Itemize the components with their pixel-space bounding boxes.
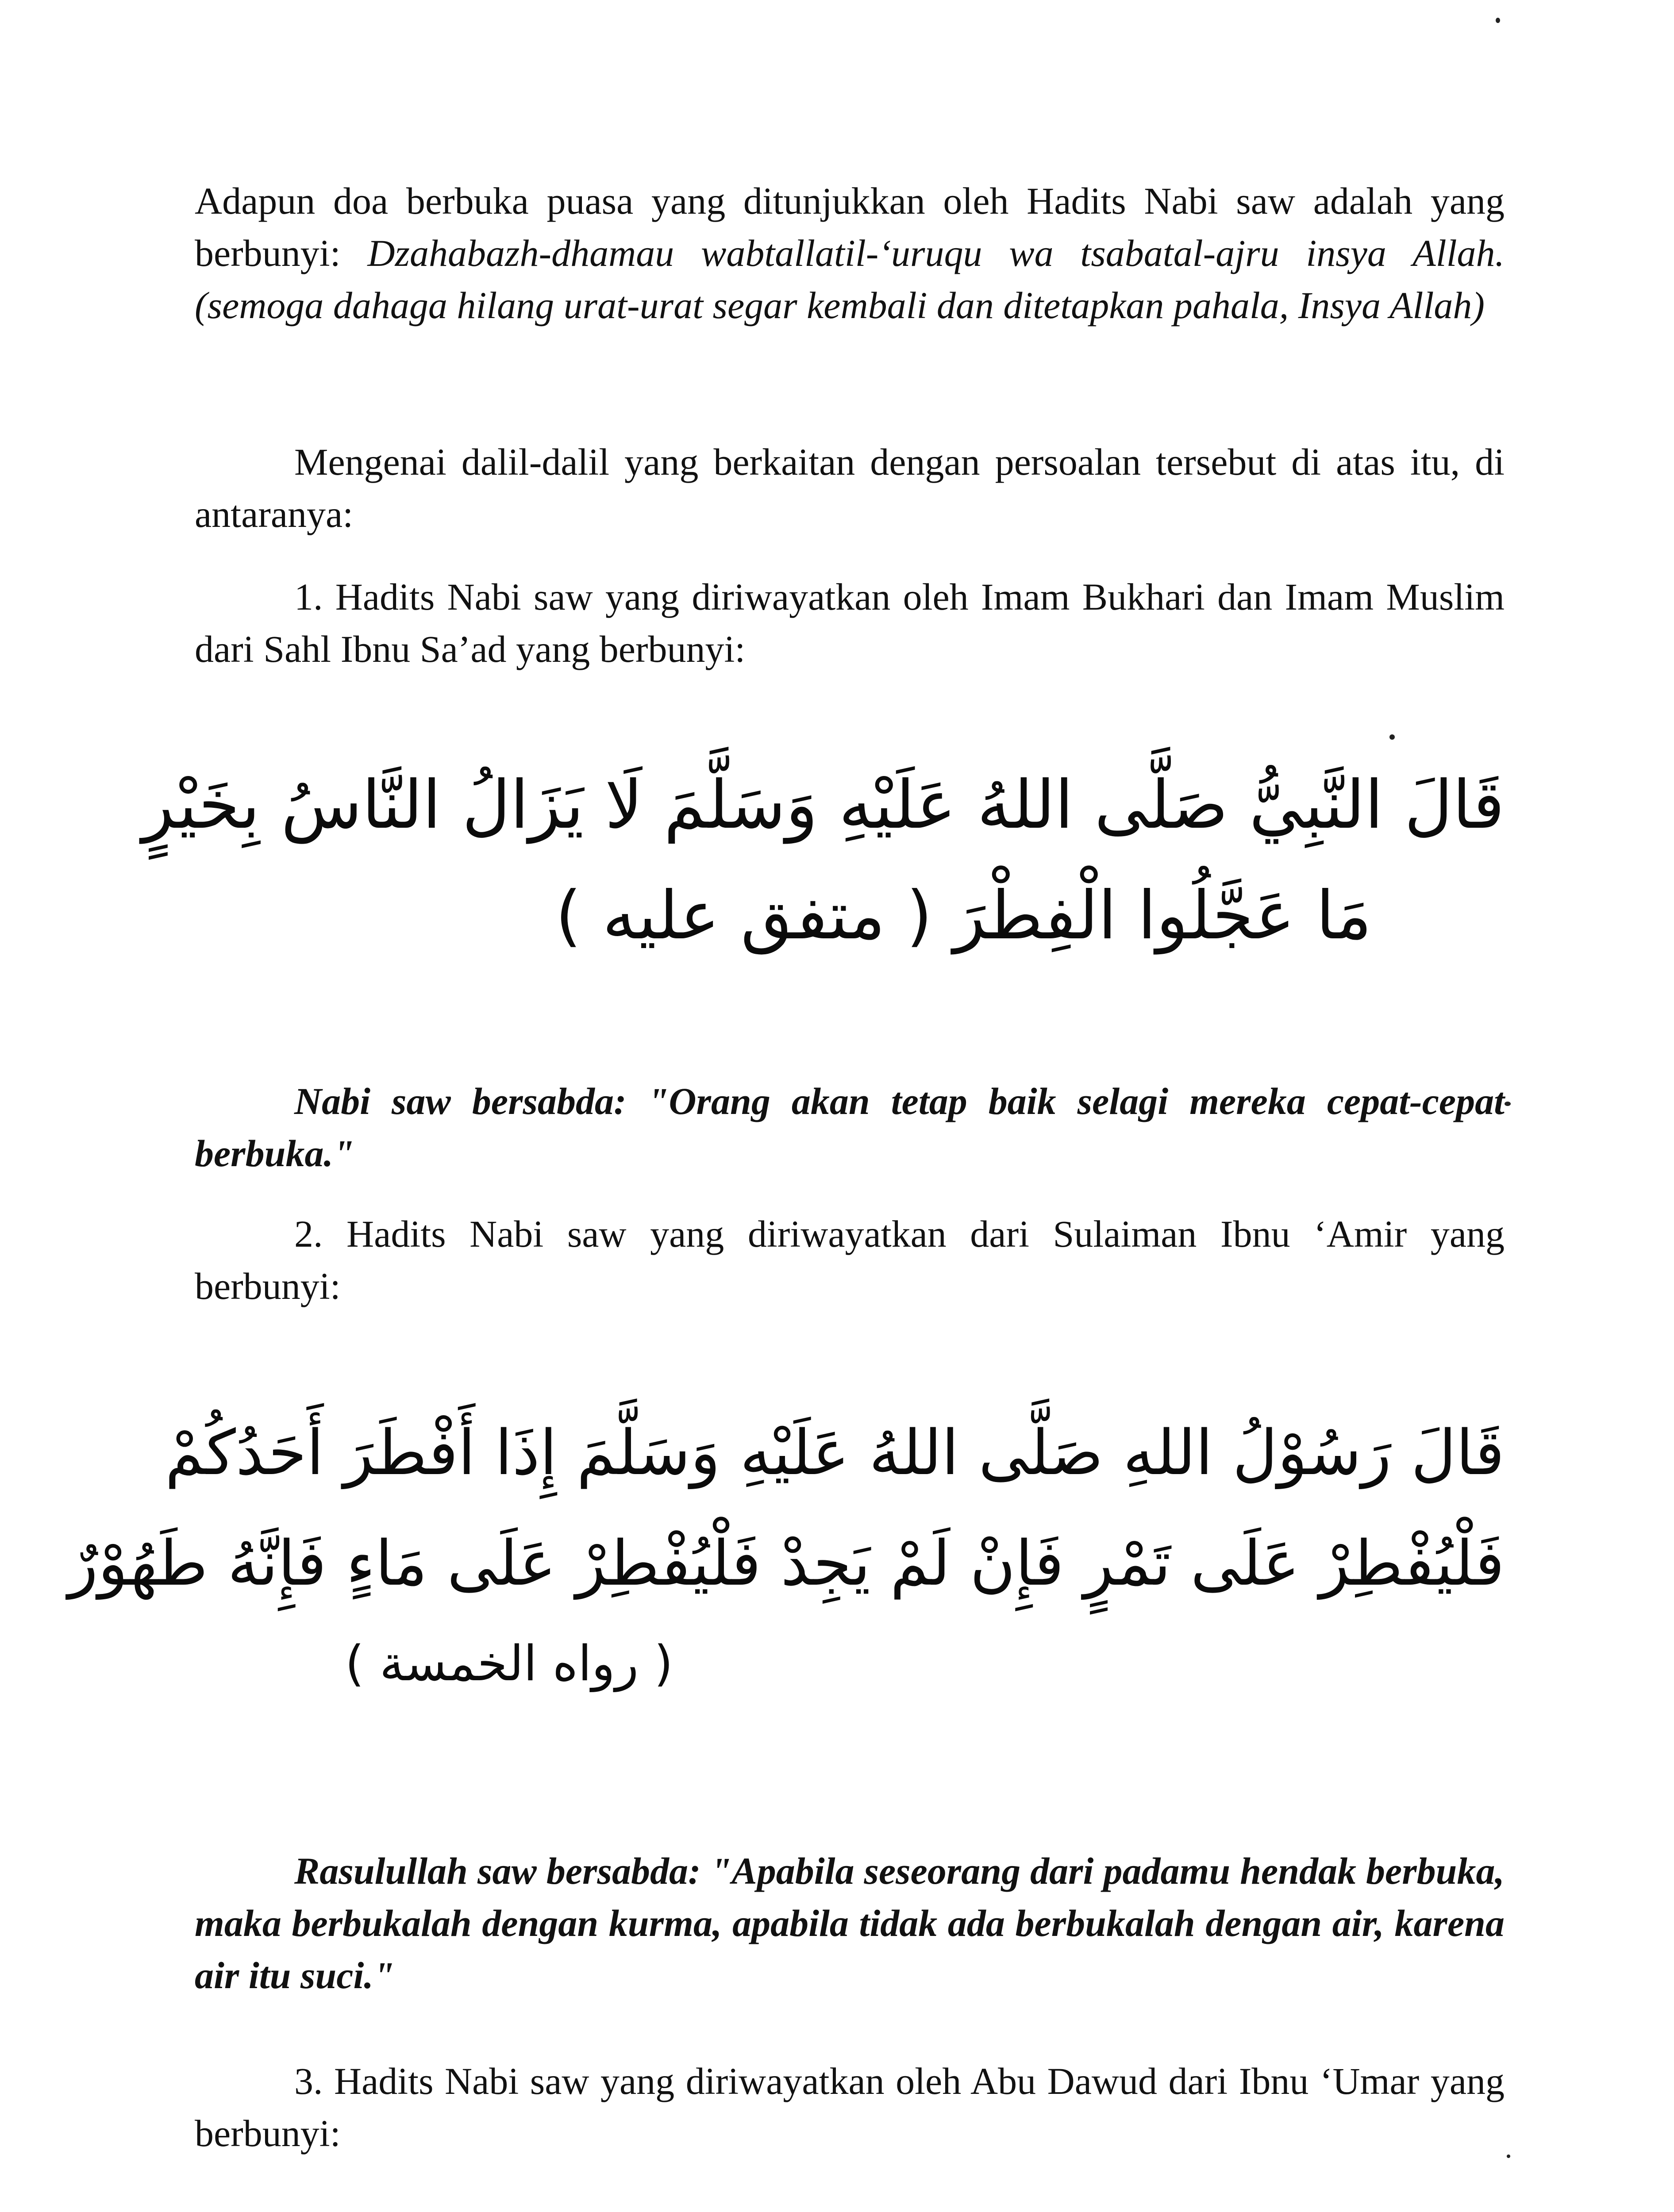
hadith-1-arabic-line-2: مَا عَجَّلُوا الْفِطْرَ ( متفق عليه ) (555, 877, 1372, 954)
hadith-2-arabic-line-1: قَالَ رَسُوْلُ اللهِ صَلَّى اللهُ عَلَيْهِ وَسَلَّمَ إِذَا أَفْطَرَ أَحَدُكُمْ (165, 1417, 1505, 1489)
hadith-2-arabic-line-3: ( رواه الخمسة ) (345, 1635, 673, 1692)
intro-paragraph (195, 175, 1505, 331)
hadith-1-intro: 1. Hadits Nabi saw yang diriwayatkan oleh Imam Bukhari dan Imam Muslim dari Sahl Ibnu Sa’ad yang berbunyi: (195, 576, 1505, 670)
hadith-1-arabic (142, 748, 1505, 969)
hadith-3-intro: 3. Hadits Nabi saw yang diriwayatkan oleh Abu Dawud dari Ibnu ‘Umar yang berbunyi: (195, 2060, 1505, 2154)
dalil-paragraph: Mengenai dalil-dalil yang berkaitan dengan persoalan tersebut di atas itu, di antaranya: (195, 441, 1505, 535)
scan-speck (1507, 2154, 1510, 2158)
hadith-2-translation: Rasulullah saw bersabda: "Apabila seseorang dari padamu hendak berbuka, maka berbukalah dengan kurma, apabila tidak ada berbukalah dengan air, karena air itu suci." (195, 1850, 1505, 1997)
intro-text: Adapun doa berbuka puasa yang ditunjukkan oleh Hadits Nabi saw adalah yang berbunyi: (195, 180, 1505, 274)
hadith-2-intro: 2. Hadits Nabi saw yang diriwayatkan dari Sulaiman Ibnu ‘Amir yang berbunyi: (195, 1213, 1505, 1307)
scan-speck (1505, 1102, 1511, 1106)
hadith-2-arabic-line-2: فَلْيُفْطِرْ عَلَى تَمْرٍ فَإِنْ لَمْ يَجِدْ فَلْيُفْطِرْ عَلَى مَاءٍ فَإِنَّهُ طَهُوْرٌ (68, 1528, 1505, 1600)
doa-transliteration: Dzahabazh-dhamau wabtallatil-‘uruqu wa tsabatal-ajru insya Allah. (semoga dahaga hilang urat-urat segar kembali dan ditetapkan pahala, Insya Allah) (195, 232, 1505, 326)
scan-speck (1389, 734, 1395, 740)
hadith-1-translation: Nabi saw bersabda: "Orang akan tetap baik selagi mereka cepat-cepat berbuka." (195, 1080, 1505, 1175)
hadith-1-arabic-line-1: قَالَ النَّبِيُّ صَلَّى اللهُ عَلَيْهِ وَسَلَّمَ لَا يَزَالُ النَّاسُ بِخَيْرٍ (142, 767, 1505, 844)
scan-speck (1496, 18, 1500, 23)
hadith-2-arabic (68, 1398, 1505, 1708)
